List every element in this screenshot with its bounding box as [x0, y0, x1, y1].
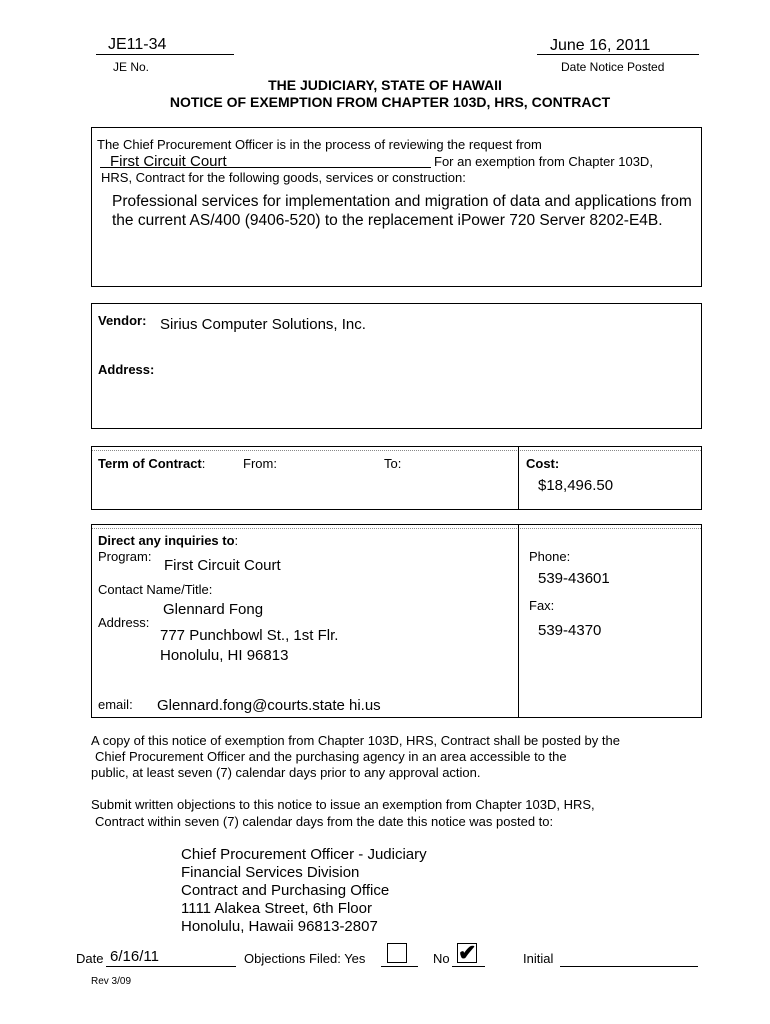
inquiries-address-label: Address: — [98, 615, 150, 630]
date-value: 6/16/11 — [110, 948, 159, 965]
term-label: Term of Contract — [98, 456, 202, 471]
vendor-name: Sirius Computer Solutions, Inc. — [160, 316, 366, 333]
request-suffix: For an exemption from Chapter 103D, — [434, 154, 653, 169]
cost-label: Cost: — [526, 456, 560, 471]
contact-label: Contact Name/Title: — [98, 582, 213, 597]
fax-label: Fax: — [529, 598, 555, 613]
inquiries-divider — [518, 524, 519, 718]
phone-label: Phone: — [529, 549, 571, 564]
notice-para2-line1: Submit written objections to this notice to issue an exemption from Chapter 103D, HRS, — [91, 797, 595, 812]
requestor-value: First Circuit Court — [110, 153, 227, 170]
email-value: Glennard.fong@courts.state hi.us — [157, 697, 381, 714]
notice-para1-line3: public, at least seven (7) calendar days prior to any approval action. — [91, 765, 481, 780]
date-posted-value: June 16, 2011 — [550, 37, 651, 54]
cpo-address-line-1: Chief Procurement Officer - Judiciary — [181, 846, 427, 863]
email-label: email: — [98, 697, 133, 712]
cpo-address-line-4: 1111 Alakea Street, 6th Floor — [181, 900, 372, 917]
objections-label: Objections Filed: Yes — [244, 951, 366, 966]
initial-label: Initial — [523, 951, 554, 966]
inquiries-address-line-1: 777 Punchbowl St., 1st Flr. — [160, 627, 339, 644]
revision-label: Rev 3/09 — [91, 976, 132, 987]
yes-underline — [381, 966, 418, 967]
requestor-underline — [100, 167, 431, 168]
inquiries-label: Direct any inquiries to — [98, 533, 235, 548]
date-posted-label: Date Notice Posted — [561, 60, 665, 74]
description-line-2: the current AS/400 (9406-520) to the replacement iPower 720 Server 8202-E4B. — [112, 212, 663, 229]
term-divider — [518, 446, 519, 510]
date-posted-underline — [537, 54, 699, 55]
inquiries-label-row — [98, 533, 238, 548]
je-no-label: JE No. — [113, 60, 150, 74]
notice-para1-line1: A copy of this notice of exemption from Chapter 103D, HRS, Contract shall be posted by the — [91, 733, 620, 748]
fax-value: 539-4370 — [538, 622, 602, 639]
inquiries-colon: : — [234, 533, 239, 548]
notice-para1-line2: Chief Procurement Officer and the purchasing agency in an area accessible to the — [95, 749, 567, 764]
je-no-value: JE11-34 — [108, 36, 167, 53]
check-mark-icon: ✔ — [458, 940, 477, 965]
cpo-address-line-2: Financial Services Division — [181, 864, 360, 881]
no-underline — [452, 966, 485, 967]
inquiries-dotted-rule — [92, 528, 701, 529]
date-label: Date — [76, 951, 104, 966]
inquiries-address-line-2: Honolulu, HI 96813 — [160, 647, 289, 664]
title-line-2: NOTICE OF EXEMPTION FROM CHAPTER 103D, HRS, CONTRACT — [169, 94, 611, 110]
program-value: First Circuit Court — [164, 557, 281, 574]
vendor-address-label: Address: — [98, 362, 155, 377]
je-no-underline — [96, 54, 234, 55]
term-colon: : — [201, 456, 206, 471]
contact-value: Glennard Fong — [163, 601, 264, 618]
cpo-address-line-3: Contract and Purchasing Office — [181, 882, 390, 899]
cost-value: $18,496.50 — [538, 477, 614, 494]
program-label: Program: — [98, 549, 152, 564]
term-from-label: From: — [243, 456, 277, 471]
description-line-1: Professional services for implementation and migration of data and applications from — [112, 193, 692, 210]
request-intro: The Chief Procurement Officer is in the process of reviewing the request from — [97, 137, 542, 152]
request-line-3: HRS, Contract for the following goods, services or construction: — [101, 170, 466, 185]
no-label: No — [433, 951, 450, 966]
inquiries-box — [91, 524, 702, 718]
initial-underline — [560, 966, 698, 967]
vendor-label: Vendor: — [98, 313, 147, 328]
title-line-1: THE JUDICIARY, STATE OF HAWAII — [268, 77, 502, 93]
notice-para2-line2: Contract within seven (7) calendar days from the date this notice was posted to: — [95, 814, 554, 829]
term-to-label: To: — [384, 456, 402, 471]
phone-value: 539-43601 — [538, 570, 610, 587]
cpo-address-line-5: Honolulu, Hawaii 96813-2807 — [181, 918, 378, 935]
term-label-row — [98, 456, 205, 471]
date-underline — [106, 966, 236, 967]
objections-yes-checkbox[interactable] — [387, 943, 407, 963]
term-dotted-rule — [92, 450, 701, 451]
